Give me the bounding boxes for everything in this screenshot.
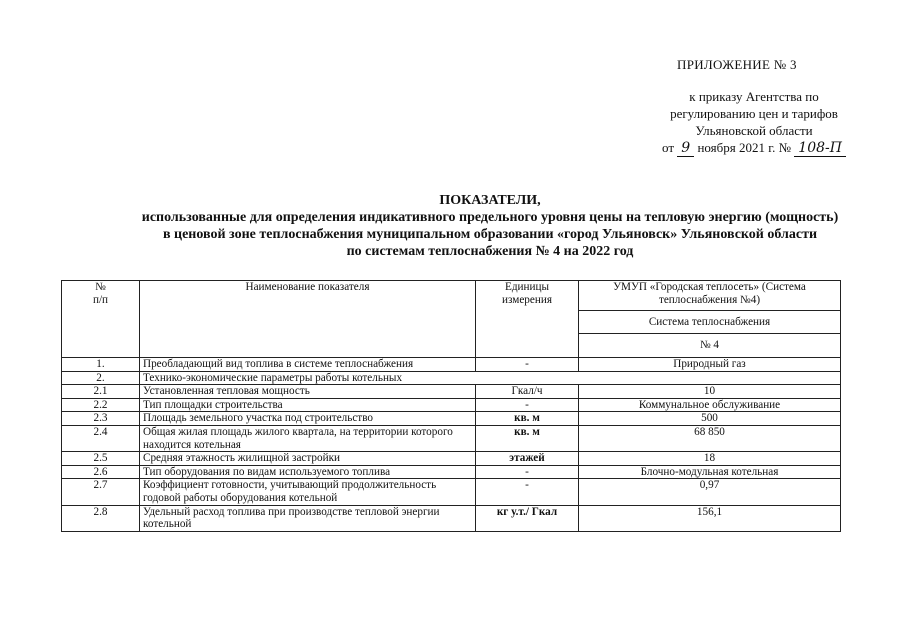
- table-row: [62, 358, 841, 372]
- row-unit: -: [476, 358, 579, 372]
- row-value: Блочно-модульная котельная: [579, 465, 841, 479]
- row-num: 2.5: [62, 452, 140, 466]
- row-name: Коэффициент готовности, учитывающий продолжительность годовой работы оборудования котельной: [140, 479, 476, 505]
- row-num: 2.4: [62, 425, 140, 451]
- table-row: [62, 425, 841, 451]
- row-unit: кг у.т./ Гкал: [476, 505, 579, 531]
- indicators-table: [61, 280, 841, 532]
- table-row: [62, 412, 841, 426]
- order-date-line: [620, 139, 888, 157]
- title-line-4: по системам теплоснабжения № 4 на 2022 год: [346, 244, 634, 259]
- row-num: 2.1: [62, 385, 140, 399]
- row-num: 1.: [62, 358, 140, 372]
- row-value: Природный газ: [579, 358, 841, 372]
- header-org: УМУП «Городская теплосеть» (Система теплоснабжения №4): [579, 281, 841, 311]
- row-value: 500: [579, 412, 841, 426]
- table-row: [62, 398, 841, 412]
- header-system-no: № 4: [579, 334, 841, 358]
- table-row: [62, 371, 841, 385]
- row-unit: Гкал/ч: [476, 385, 579, 399]
- header-unit: Единицы измерения: [476, 281, 579, 358]
- order-reference: [620, 88, 888, 157]
- row-value: 10: [579, 385, 841, 399]
- row-value: Коммунальное обслуживание: [579, 398, 841, 412]
- table-row: [62, 452, 841, 466]
- row-value: 0,97: [579, 479, 841, 505]
- header-name: Наименование показателя: [140, 281, 476, 358]
- row-num: 2.6: [62, 465, 140, 479]
- row-value: 156,1: [579, 505, 841, 531]
- row-name: Средняя этажность жилищной застройки: [140, 452, 476, 466]
- row-name: Тип площадки строительства: [140, 398, 476, 412]
- row-unit: этажей: [476, 452, 579, 466]
- table-row: [62, 479, 841, 505]
- row-num: 2.7: [62, 479, 140, 505]
- title-line-1: ПОКАЗАТЕЛИ,: [439, 193, 541, 208]
- header-num: № п/п: [62, 281, 140, 358]
- table-row: [62, 465, 841, 479]
- row-name: Площадь земельного участка под строительство: [140, 412, 476, 426]
- row-name: Технико-экономические параметры работы котельных: [140, 371, 841, 385]
- order-line-3: Ульяновской области: [695, 123, 813, 138]
- order-line-1: к приказу Агентства по: [689, 89, 819, 104]
- table-row: [62, 505, 841, 531]
- title-line-3: в ценовой зоне теплоснабжения муниципальном образовании «город Ульяновск» Ульяновской области: [162, 227, 818, 242]
- row-value: 18: [579, 452, 841, 466]
- row-num: 2.: [62, 371, 140, 385]
- appendix-label: ПРИЛОЖЕНИЕ № 3: [677, 57, 797, 72]
- order-date-prefix: от: [662, 140, 675, 155]
- order-date-middle: ноября 2021 г. №: [697, 140, 792, 155]
- row-name: Тип оборудования по видам используемого топлива: [140, 465, 476, 479]
- header-system: Система теплоснабжения: [579, 310, 841, 334]
- row-unit: -: [476, 398, 579, 412]
- order-day: 9: [677, 140, 694, 157]
- row-unit: -: [476, 479, 579, 505]
- row-name: Удельный расход топлива при производстве тепловой энергии котельной: [140, 505, 476, 531]
- row-num: 2.2: [62, 398, 140, 412]
- row-name: Общая жилая площадь жилого квартала, на территории которого находится котельная: [140, 425, 476, 451]
- row-unit: кв. м: [476, 425, 579, 451]
- row-unit: кв. м: [476, 412, 579, 426]
- row-name: Установленная тепловая мощность: [140, 385, 476, 399]
- row-name: Преобладающий вид топлива в системе теплоснабжения: [140, 358, 476, 372]
- order-line-2: регулированию цен и тарифов: [670, 106, 838, 121]
- row-unit: -: [476, 465, 579, 479]
- row-num: 2.3: [62, 412, 140, 426]
- document-title: [60, 192, 905, 260]
- table-row: [62, 385, 841, 399]
- row-num: 2.8: [62, 505, 140, 531]
- order-number: 108-П: [794, 140, 846, 157]
- title-line-2: использованные для определения индикативного предельного уровня цены на тепловую энергию (мощность): [141, 210, 839, 225]
- row-value: 68 850: [579, 425, 841, 451]
